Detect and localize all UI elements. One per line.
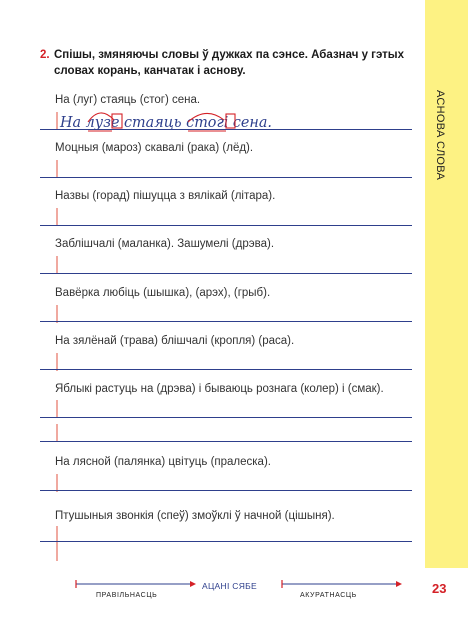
writing-line[interactable] [40, 490, 412, 491]
arrow-right-icon [190, 581, 196, 587]
task-text: Спішы, змяняючы словы ў дужках па сэнсе. Абазнач у гэтых словах корань, канчатак і аснову. [54, 49, 405, 77]
exercise-sentence: На лясной (палянка) цвітуць (пралеска). [55, 456, 271, 468]
task-instruction [40, 47, 415, 79]
section-title-text: АСНОВА СЛОВА [434, 90, 446, 181]
writing-line[interactable] [40, 129, 412, 130]
root-arc-mark [188, 113, 224, 122]
ending-box-mark [112, 114, 122, 128]
exercise-sentence: Моцныя (мароз) скавалі (рака) (лёд). [55, 142, 254, 154]
margin-mark [56, 208, 58, 226]
exercise-sentence: Яблыкі растуць на (дрэва) і бываюць рознага (колер) і (смак). [55, 383, 384, 395]
exercise-sentence: Назвы (горад) пішуцца з вялікай (літара). [55, 190, 276, 202]
ending-box-mark [226, 114, 235, 128]
writing-line[interactable] [40, 541, 412, 542]
exercise-sentence: Птушыныя звонкія (спеў) змоўклі ў начной (цішыня). [55, 510, 335, 522]
root-arc-mark [88, 113, 114, 122]
writing-line[interactable] [40, 417, 412, 418]
writing-line[interactable] [40, 177, 412, 178]
margin-mark [56, 424, 58, 442]
margin-mark [56, 256, 58, 274]
footer-label-neatness: АКУРАТНАСЦЬ [300, 592, 357, 599]
margin-mark [56, 400, 58, 418]
page-number: 23 [432, 581, 447, 596]
footer-self-assessment: АЦАНІ СЯБЕ [202, 581, 258, 591]
writing-line[interactable] [40, 273, 412, 274]
handwritten-answer: На лузе стаяць стогі сена. [59, 115, 272, 131]
exercise-sentence: Вавёрка любіць (шышка), (арэх), (грыб). [55, 287, 271, 299]
exercise-sentence: На зялёнай (трава) блішчалі (кропля) (раса). [55, 335, 295, 347]
arrow-right-icon [396, 581, 402, 587]
footer-label-correctness: ПРАВІЛЬНАСЦЬ [96, 592, 158, 599]
writing-line[interactable] [40, 321, 412, 322]
side-band [425, 0, 468, 568]
margin-mark [56, 543, 58, 561]
exercise-sentence: Заблішчалі (маланка). Зашумелі (дрэва). [55, 238, 275, 250]
task-number: 2. [40, 49, 50, 61]
margin-mark [56, 160, 58, 178]
writing-line[interactable] [40, 225, 412, 226]
margin-mark [56, 112, 58, 130]
writing-line[interactable] [40, 441, 412, 442]
writing-line[interactable] [40, 369, 412, 370]
exercise-sentence: На (луг) стаяць (стог) сена. [55, 94, 201, 106]
